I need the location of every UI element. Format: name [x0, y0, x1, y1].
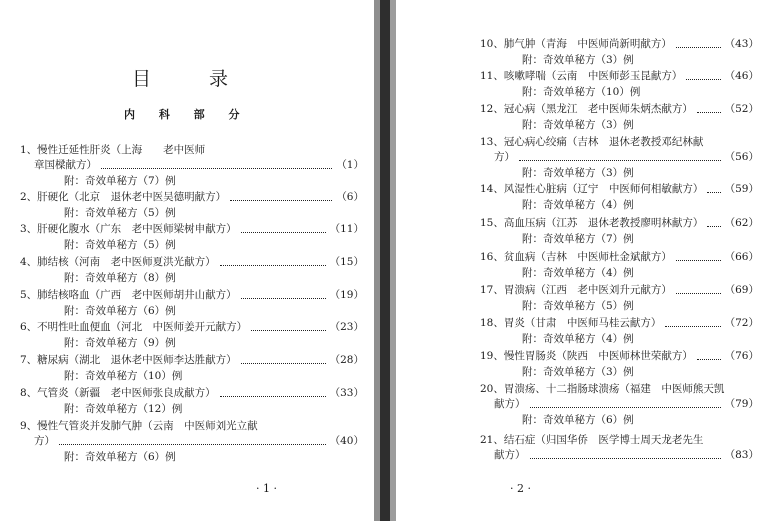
toc-entry-title: 15、高血压病（江苏 退休老教授廖明林献方） — [480, 217, 704, 229]
appendix-note: 附：奇效单秘方（7）例 — [64, 175, 176, 187]
toc-entry — [480, 382, 759, 428]
dot-leader — [519, 160, 721, 161]
appendix-note: 附：奇效单秘方（4）例 — [522, 267, 634, 279]
dot-leader — [530, 407, 721, 408]
toc-entry-title: 4、肺结核（河南 老中医师夏洪光献方） — [20, 256, 216, 268]
toc-entry-title: 16、贫血病（吉林 中医师杜金斌献方） — [480, 251, 672, 263]
appendix-note: 附：奇效单秘方（6）例 — [64, 451, 176, 463]
dot-leader — [676, 47, 721, 48]
appendix-note: 附：奇效单秘方（10）例 — [64, 370, 183, 382]
toc-entry-title: 20、胃溃疡、十二指肠球溃疡（福建 中医师熊天凯 — [480, 383, 725, 395]
toc-entry — [480, 69, 759, 100]
section-heading-internal-medicine: 内 科 部 分 — [124, 108, 250, 121]
toc-entry-title: 9、慢性气管炎并发肺气肿（云南 中医师刘光立献 — [20, 420, 258, 432]
toc-page-number: （79） — [724, 398, 759, 410]
toc-entry — [480, 349, 759, 380]
dot-leader — [707, 226, 721, 227]
appendix-note: 附：奇效单秘方（5）例 — [64, 207, 176, 219]
toc-entry-title: 13、冠心病心绞痛（吉林 退休老教授邓纪林献 — [480, 136, 704, 148]
appendix-note: 附：奇效单秘方（3）例 — [522, 54, 634, 66]
appendix-note: 附：奇效单秘方（5）例 — [522, 300, 634, 312]
toc-page-number: （46） — [724, 70, 759, 82]
appendix-note: 附：奇效单秘方（4）例 — [522, 333, 634, 345]
toc-page-number: （28） — [329, 354, 364, 366]
toc-page-number: （43） — [724, 38, 759, 50]
toc-entry-title: 1、慢性迁延性肝炎（上海 老中医师 — [20, 144, 206, 156]
toc-page-number: （33） — [329, 387, 364, 399]
toc-page-number: （11） — [329, 223, 364, 235]
page-number: · 1 · — [256, 482, 277, 495]
toc-entry — [20, 353, 364, 384]
toc-page-number: （76） — [724, 350, 759, 362]
appendix-note: 附：奇效单秘方（5）例 — [64, 239, 176, 251]
toc-entry-title: 5、肺结核咯血（广西 老中医师胡井山献方） — [20, 289, 237, 301]
dot-leader — [530, 458, 721, 459]
toc-entry — [20, 222, 364, 253]
appendix-note: 附：奇效单秘方（4）例 — [522, 199, 634, 211]
dot-leader — [101, 168, 332, 169]
toc-entry — [20, 419, 364, 465]
appendix-note: 附：奇效单秘方（3）例 — [522, 366, 634, 378]
toc-entry-title-continued: 献方） — [494, 398, 526, 410]
toc-entry-title: 2、肝硬化（北京 退休老中医吴德明献方） — [20, 191, 227, 203]
appendix-note: 附：奇效单秘方（6）例 — [64, 305, 176, 317]
toc-entry-title-continued: 献方） — [494, 449, 526, 461]
toc-page-number: （56） — [724, 151, 759, 163]
toc-entry — [480, 102, 759, 133]
dot-leader — [665, 326, 721, 327]
appendix-note: 附：奇效单秘方（12）例 — [64, 403, 183, 415]
dot-leader — [230, 200, 332, 201]
toc-page-number: （59） — [724, 183, 759, 195]
toc-entry-title-continued: 章国樑献方） — [34, 159, 97, 171]
dot-leader — [59, 444, 326, 445]
dot-leader — [686, 79, 721, 80]
toc-page-number: （23） — [329, 321, 364, 333]
toc-entry-title: 7、糖尿病（湖北 退休老中医师李达胜献方） — [20, 354, 237, 366]
appendix-note: 附：奇效单秘方（3）例 — [522, 167, 634, 179]
toc-entry-title-continued: 方） — [34, 435, 55, 447]
toc-page-number: （40） — [329, 435, 364, 447]
dot-leader — [241, 298, 326, 299]
toc-entry — [480, 250, 759, 281]
dot-leader — [697, 359, 721, 360]
dot-leader — [697, 112, 721, 113]
toc-entry-title: 3、肝硬化腹水（广东 老中医师梁树申献方） — [20, 223, 237, 235]
toc-page-number: （72） — [724, 317, 759, 329]
toc-entry — [20, 143, 364, 189]
toc-entry — [480, 135, 759, 181]
toc-entry — [20, 386, 364, 417]
toc-entry — [480, 182, 759, 213]
toc-entry — [20, 190, 364, 221]
toc-page-number: （15） — [329, 256, 364, 268]
toc-entry — [20, 255, 364, 286]
appendix-note: 附：奇效单秘方（8）例 — [64, 272, 176, 284]
dot-leader — [676, 260, 721, 261]
toc-entry-title: 19、慢性胃肠炎（陕西 中医师林世荣献方） — [480, 350, 693, 362]
toc-entry-title: 21、结石症（归国华侨 医学博士周天龙老先生 — [480, 434, 704, 446]
toc-page-number: （6） — [336, 191, 364, 203]
toc-entry-title: 6、不明性吐血便血（河北 中医师姜开元献方） — [20, 321, 248, 333]
dot-leader — [241, 363, 326, 364]
toc-entry-title-continued: 方） — [494, 151, 515, 163]
dot-leader — [241, 232, 326, 233]
toc-entry-title: 14、风湿性心脏病（辽宁 中医师何相敏献方） — [480, 183, 704, 195]
dot-leader — [220, 396, 326, 397]
book-gutter — [374, 0, 396, 521]
page-number: · 2 · — [510, 482, 531, 495]
toc-page-number: （69） — [724, 284, 759, 296]
toc-entry — [480, 37, 759, 68]
toc-entry — [20, 288, 364, 319]
appendix-note: 附：奇效单秘方（3）例 — [522, 119, 634, 131]
toc-entry — [20, 320, 364, 351]
appendix-note: 附：奇效单秘方（6）例 — [522, 414, 634, 426]
contents-title: 目 录 — [132, 68, 255, 90]
appendix-note: 附：奇效单秘方（9）例 — [64, 337, 176, 349]
toc-page-number: （52） — [724, 103, 759, 115]
toc-page-number: （19） — [329, 289, 364, 301]
toc-entry — [480, 433, 759, 463]
appendix-note: 附：奇效单秘方（10）例 — [522, 86, 641, 98]
left-page — [0, 0, 374, 521]
toc-page-number: （62） — [724, 217, 759, 229]
dot-leader — [676, 293, 721, 294]
dot-leader — [220, 265, 326, 266]
toc-entry-title: 17、胃溃病（江西 老中医刘升元献方） — [480, 284, 672, 296]
toc-entry-title: 10、肺气肿（青海 中医师尚新明献方） — [480, 38, 672, 50]
toc-page-number: （1） — [336, 159, 364, 171]
toc-entry-title: 8、气管炎（新疆 老中医师张良成献方） — [20, 387, 216, 399]
toc-entry-title: 18、胃炎（甘肃 中医师马桂云献方） — [480, 317, 662, 329]
toc-page-number: （66） — [724, 251, 759, 263]
toc-entry — [480, 316, 759, 347]
dot-leader — [707, 192, 721, 193]
toc-entry — [480, 283, 759, 314]
toc-entry-title: 11、咳嗽哮喘（云南 中医师彭玉昆献方） — [480, 70, 683, 82]
toc-entry-title: 12、冠心病（黑龙江 老中医师朱炳杰献方） — [480, 103, 693, 115]
toc-entry — [480, 216, 759, 247]
appendix-note: 附：奇效单秘方（7）例 — [522, 233, 634, 245]
right-page — [396, 0, 775, 521]
dot-leader — [251, 330, 326, 331]
toc-page-number: （83） — [724, 449, 759, 461]
